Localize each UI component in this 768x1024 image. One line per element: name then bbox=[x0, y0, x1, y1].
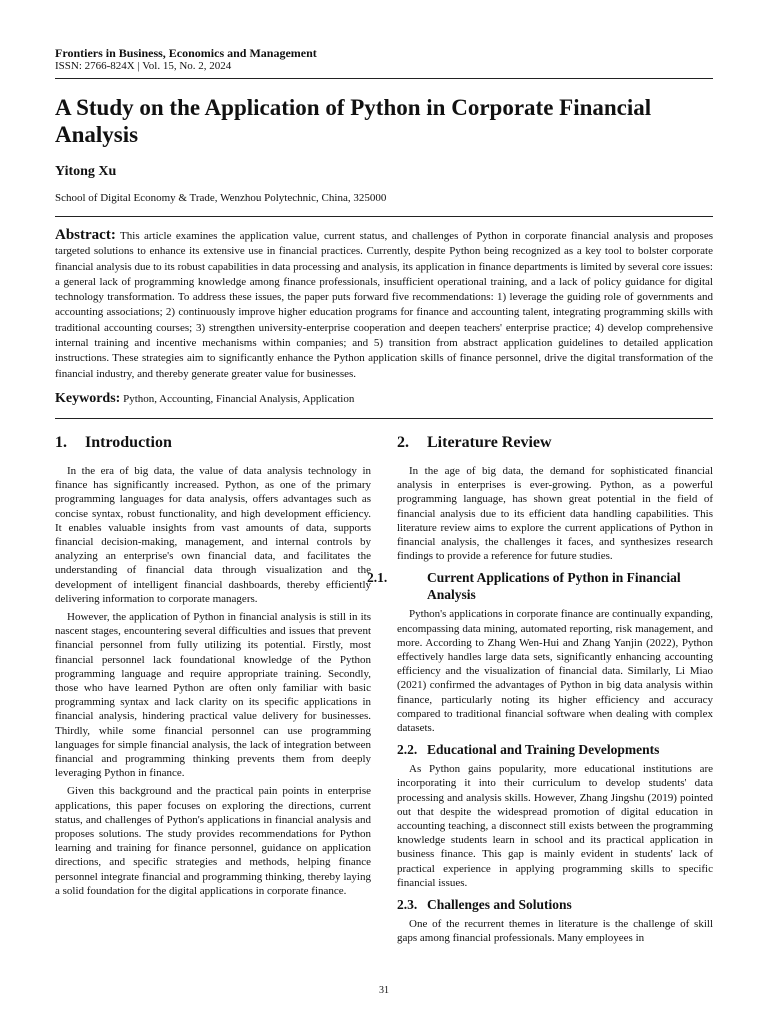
subsection-heading-challenges-solutions bbox=[397, 896, 713, 913]
abstract-text: This article examines the application value, current status, and challenges of Python in corporate financial analysis and proposes targeted solutions to enhance its extensive use in financial practices. Currently, despite Python being recognized as a key tool to bolster corporate financial analysis due to its robust capabilities in data processing and analysis, its application in finance departments is limited by several core issues: a general lack of programming knowledge among finance professionals, insufficient operational training, and a lack of policy guidance for digital technology transformation. To address these issues, the paper puts forward five recommendations: 1) leverage the guiding role of governments and accounting associations; 2) continuously improve higher education programs for finance and accounting talent, integrating programming skills with traditional accounting courses; 3) strengthen university-enterprise cooperation and deepen teachers' enterprise practice; 4) develop comprehensive internal training and incentive mechanisms within companies; and 5) transition from abstract application guidelines to detailed application instructions. These strategies aim to significantly enhance the Python application skills of finance personnel, drive the digital transformation of the financial industry, and thereby generate greater value for businesses. bbox=[55, 230, 713, 380]
intro-paragraph-2: However, the application of Python in financial analysis is still in its nascent stages, encountering several difficulties and issues that prevent financial personnel from fully utilizing its potential. Firstly, most financial personnel lack foundational knowledge of the Python programming language and require appropriate training. Secondly, those who have learned Python are often only familiar with basic programming syntax and lack clarity on its specific applications in financial analysis, hindering practical value delivery for businesses. Thirdly, while some financial personnel can use programming languages for simple financial analysis, the lack of integration between financial and programming thinking prevents them from deeply leveraging Python in finance. bbox=[55, 611, 371, 780]
subsection-number: 2.3. bbox=[397, 897, 418, 913]
section-heading-literature-review bbox=[397, 434, 713, 452]
subsection-title: Challenges and Solutions bbox=[427, 897, 572, 913]
page-number: 31 bbox=[379, 985, 389, 996]
section-title: Literature Review bbox=[427, 434, 552, 451]
journal-name: Frontiers in Business, Economics and Management bbox=[55, 46, 317, 60]
subsection-title: Current Applications of Python in Financial Analysis bbox=[427, 570, 681, 603]
current-applications-paragraph: Python's applications in corporate finance are continually expanding, encompassing data mining, automated reporting, risk management, and more. According to Zhang Wen-Hui and Zhang Yanjin (2022), Python effectively handles large data sets, significantly enhancing accounting efficiency and the visualization of financial data. Similarly, Li Miao (2021) confirmed the advantages of Python in big data analysis within finance, particularly noting its higher efficiency and accuracy compared to traditional financial software when dealing with complex datasets. bbox=[397, 608, 713, 735]
subsection-heading-educational-training bbox=[397, 741, 713, 758]
subsection-title: Educational and Training Developments bbox=[427, 742, 660, 758]
intro-paragraph-1: In the era of big data, the value of data analysis technology in finance has significantly increased. Python, as one of the primary programming languages for data analysis, offers advantages such as concise syntax, robust functionality, and high development efficiency. It enables valuable insights from vast amounts of data, supports financial decision-making, management, and internal controls by analyzing an enterprise's own financial data, and facilitates the understanding of financial data through visualization and the development of intelligent financial dashboards, thereby efficiently delivering information to corporate managers. bbox=[55, 465, 371, 605]
literature-intro-paragraph: In the age of big data, the demand for sophisticated financial analysis in enterprises is ever-growing. Python, as a powerful programming language, has shown great potential in the field of financial analysis due to its efficient data handling capabilities. This literature review aims to explore the current applications of Python in financial analysis, the challenges it faces, and synthesizes research findings to provide a reference for future studies. bbox=[397, 465, 713, 563]
right-column bbox=[367, 434, 713, 949]
subsection-number: 2.1. bbox=[367, 570, 388, 586]
keywords-text: Python, Accounting, Financial Analysis, Application bbox=[123, 393, 355, 405]
section-number: 1. bbox=[55, 434, 67, 451]
section-number: 2. bbox=[397, 434, 409, 451]
journal-issn: ISSN: 2766-824X | Vol. 15, No. 2, 2024 bbox=[55, 60, 232, 72]
educational-training-paragraph: As Python gains popularity, more educational institutions are incorporating it into their curriculum to develop students' data processing and analysis skills. However, Zhang Jingshu (2019) pointed out that despite the widespread promotion of digital education in accounting teaching, a disconnect still exists between the programming knowledge students learn in school and its practical application in business finance. This gap is mainly evident in students' lack of practical experience in applying programming skills to specific financial issues. bbox=[397, 763, 713, 889]
subsection-heading-current-applications bbox=[367, 569, 713, 603]
challenges-solutions-paragraph: One of the recurrent themes in literature is the challenge of skill gaps among financial professionals. Many employees in bbox=[397, 918, 713, 945]
keywords bbox=[55, 391, 354, 407]
abstract bbox=[55, 228, 713, 382]
abstract-top-rule bbox=[55, 216, 713, 217]
subsection-number: 2.2. bbox=[397, 742, 418, 758]
keywords-label: Keywords: bbox=[55, 391, 121, 406]
left-column bbox=[55, 434, 371, 902]
author-affiliation: School of Digital Economy & Trade, Wenzhou Polytechnic, China, 325000 bbox=[55, 192, 387, 204]
intro-paragraph-3: Given this background and the practical pain points in enterprise applications, this paper focuses on exploring the directions, current status, and challenges of Python's applications in financial analysis and proposes solutions. The study provides recommendations for Python learning and training for finance personnel, guidance on application directions, and specific strategies and methods, helping finance personnel integrate financial and programming thinking, thereby laying a solid foundation for the digital applications in corporate finance. bbox=[55, 785, 371, 897]
header-rule bbox=[55, 78, 713, 79]
paper-title: A Study on the Application of Python in Corporate Financial Analysis bbox=[55, 95, 652, 147]
section-title: Introduction bbox=[85, 434, 172, 451]
abstract-label: Abstract: bbox=[55, 227, 116, 243]
author-name: Yitong Xu bbox=[55, 164, 117, 179]
section-heading-introduction bbox=[55, 434, 371, 452]
abstract-bottom-rule bbox=[55, 418, 713, 419]
